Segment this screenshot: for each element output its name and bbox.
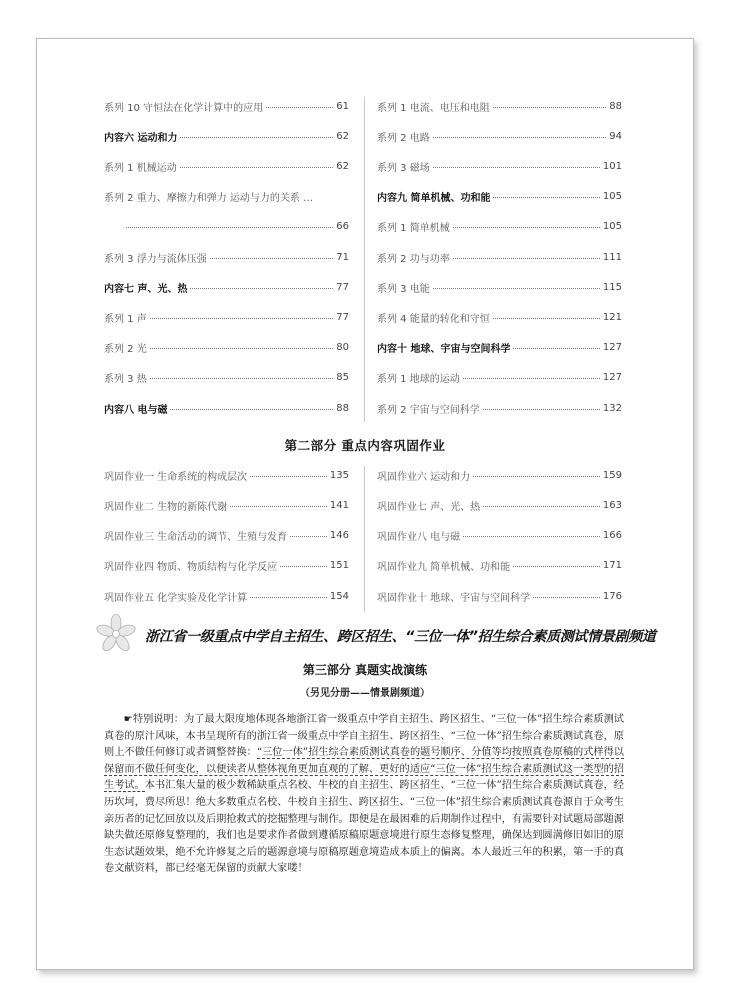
toc-entry-label: 系列 4 能量的转化和守恒 [377, 313, 490, 325]
toc-entry-page: 127 [602, 342, 622, 354]
note-underlined: “三位一体”招生综合素质测试真卷的题号顺序、分值等均按照真卷原稿的式样得以保留而不做任何变化，以便读者从整体视角更加直观的了解、更好的适应“三位一体”招生综合素质测试这一类型的招生考试。 [104, 747, 624, 792]
toc-entry-label: 系列 1 机械运动 [104, 162, 177, 174]
toc-entry-page: 85 [336, 372, 349, 384]
toc-entry-label: 系列 1 简单机械 [377, 223, 450, 235]
toc-entry-label: 内容七 声、光、热 [104, 283, 188, 295]
toc-leader-dots [433, 137, 607, 138]
toc-entry[interactable] [377, 369, 622, 387]
toc-leader-dots [290, 536, 327, 537]
toc-entry-page: 80 [336, 342, 349, 354]
toc-entry-label: 系列 2 光 [104, 344, 147, 356]
toc-entry-label: 系列 3 电能 [377, 283, 430, 295]
toc-entry-page: 88 [336, 402, 349, 414]
toc-entry-label: 巩固作业四 物质、物质结构与化学反应 [104, 562, 278, 574]
toc-leader-dots [493, 107, 607, 108]
toc-entry-page: 176 [602, 590, 622, 602]
toc-leader-dots [493, 197, 599, 198]
toc-entry[interactable] [104, 278, 349, 296]
toc-leader-dots [453, 227, 600, 228]
note-body: 本书汇集大量的极少数稀缺重点名校、牛校的自主招生、跨区招生、“三位一体”招生综合素质测试真卷，经历坎坷，费尽所思！绝大多数重点名校、牛校自主招生、跨区招生、“三位一体”招生综合素质测试真卷源自于众考生亲历者的记忆回放以及后期抢救式的挖掘整理与制作。即便是在最困难的后期制作过程中，有需要针对试题局部題源缺失做还原修复整理的，我们也是要求作者做到遵循原稿原题意境进行原生态修复整理，确保达到圆满修旧如旧的原生态试题效果，绝不允许修复之后的题源意境与原稿原题意境造成本质上的偏离。本人最近三年的积累，第一手的真卷文献资料，都已经毫无保留的贡献大家喽！ [104, 780, 624, 875]
toc-entry[interactable] [104, 557, 349, 575]
toc-entry-page: 171 [602, 560, 622, 572]
toc-entry[interactable] [104, 97, 349, 115]
toc-leader-dots [463, 378, 600, 379]
toc-entry-page: 163 [602, 499, 622, 511]
toc-leader-dots [513, 348, 599, 349]
toc-entry-page: 121 [602, 311, 622, 323]
toc-leader-dots [150, 348, 334, 349]
toc-entry-page: 101 [602, 160, 622, 172]
toc-leader-dots [463, 536, 600, 537]
toc-leader-dots [473, 476, 600, 477]
toc-entry-page: 94 [609, 130, 622, 142]
toc-entry-label: 巩固作业五 化学实验及化学计算 [104, 592, 248, 604]
toc-entry-label: 巩固作业三 生命活动的调节、生殖与发育 [104, 532, 288, 544]
toc-entry[interactable] [377, 496, 622, 514]
toc-entry[interactable] [377, 339, 622, 357]
toc-entry[interactable] [377, 587, 622, 605]
toc-entry[interactable] [104, 308, 349, 326]
toc-leader-dots [180, 137, 333, 138]
toc-entry-label: 巩固作业十 地球、宇宙与空间科学 [377, 592, 531, 604]
toc-entry[interactable] [377, 127, 622, 145]
toc-entry[interactable] [377, 466, 622, 484]
toc-entry-page: 105 [602, 221, 622, 233]
toc-leader-dots [180, 167, 334, 168]
toc-entry-page: 166 [602, 530, 622, 542]
toc-leader-dots [250, 597, 327, 598]
toc-entry-page: 151 [329, 560, 349, 572]
toc-entry-page: 115 [602, 281, 622, 293]
toc-leader-dots [250, 476, 327, 477]
toc-entry[interactable] [104, 248, 349, 266]
toc-entry-page: 146 [329, 530, 349, 542]
toc-entry-label: 系列 3 磁场 [377, 162, 430, 174]
toc-entry[interactable] [104, 339, 349, 357]
toc-entry-page: 62 [336, 130, 349, 142]
toc-entry[interactable] [377, 278, 622, 296]
toc-entry[interactable] [377, 157, 622, 175]
toc-leader-dots [210, 258, 334, 259]
toc-entry-page: 71 [336, 251, 349, 263]
toc-entry[interactable] [104, 496, 349, 514]
toc-entry[interactable] [104, 157, 349, 175]
toc-leader-dots [170, 409, 333, 410]
toc-leader-dots [483, 409, 600, 410]
toc-entry[interactable] [377, 188, 622, 206]
toc-entry-label: 系列 3 热 [104, 374, 147, 386]
toc-leader-dots [230, 506, 327, 507]
toc-entry-page: 132 [602, 402, 622, 414]
toc-leader-dots [433, 167, 600, 168]
toc-entry-label: 巩固作业九 简单机械、功和能 [377, 562, 511, 574]
toc-entry[interactable] [104, 369, 349, 387]
toc-entry[interactable] [104, 399, 349, 417]
toc-entry-label: 系列 10 守恒法在化学计算中的应用 [104, 102, 264, 114]
toc-leader-dots [493, 318, 600, 319]
toc-entry-label: 系列 1 声 [104, 313, 147, 325]
toc-leader-dots [433, 288, 600, 289]
toc-entry-label: 内容十 地球、宇宙与空间科学 [377, 344, 511, 356]
toc-entry-label: 系列 1 电流、电压和电阻 [377, 102, 490, 114]
toc-entry[interactable] [377, 399, 622, 417]
toc-entry-page: 66 [336, 221, 349, 233]
toc-entry-page: 135 [329, 469, 349, 481]
toc-entry[interactable] [377, 308, 622, 326]
flower-icon [96, 614, 136, 654]
special-note [104, 712, 624, 878]
toc-entry-label: 巩固作业六 运动和力 [377, 471, 471, 483]
toc-leader-dots [126, 227, 333, 228]
toc-entry[interactable] [104, 188, 349, 206]
toc-entry-page: 105 [602, 191, 622, 203]
toc-entry-page: 77 [336, 311, 349, 323]
toc-leader-dots [533, 597, 600, 598]
toc-leader-dots [453, 258, 600, 259]
note-intro: 特别说明：为了最大限度地体现各地浙江省一级重点中学自主招生、跨区招生、“三位一体”招生综合素质测试真卷的原汁风味，本书呈现所有的浙江省一级重点中学自主招生、跨区招生、“三位一体”招生综合素质测试真卷，原则上不做任何修订或者调整替换： [104, 714, 624, 759]
toc-entry-page: 62 [336, 160, 349, 172]
column-divider-2 [364, 466, 365, 612]
toc-leader-dots [483, 506, 600, 507]
banner-title: 浙江省一级重点中学自主招生、跨区招生、“三位一体”招生综合素质测试情景剧频道 [145, 629, 656, 645]
toc-entry[interactable] [104, 218, 349, 236]
toc-entry-page: 127 [602, 372, 622, 384]
part3-subtitle: （另见分册——情景剧频道） [300, 688, 430, 699]
toc-entry-page: 61 [336, 100, 349, 112]
toc-leader-dots [150, 318, 334, 319]
toc-entry-label: 系列 2 宇宙与空间科学 [377, 404, 480, 416]
toc-entry[interactable] [377, 557, 622, 575]
toc-entry-page: 111 [602, 251, 622, 263]
toc-entry-label: 系列 2 重力、摩擦力和弹力 运动与力的关系 … [104, 193, 314, 205]
toc-entry[interactable] [104, 587, 349, 605]
toc-leader-dots [190, 288, 333, 289]
toc-entry[interactable] [377, 218, 622, 236]
toc-entry-label: 系列 3 浮力与流体压强 [104, 253, 207, 265]
toc-entry-label: 系列 1 地球的运动 [377, 374, 460, 386]
toc-entry[interactable] [104, 527, 349, 545]
toc-entry[interactable] [377, 97, 622, 115]
toc-entry-label: 巩固作业二 生物的新陈代谢 [104, 501, 228, 513]
toc-entry-page: 154 [329, 590, 349, 602]
toc-entry-page: 159 [602, 469, 622, 481]
toc-leader-dots [280, 566, 327, 567]
toc-entry-page: 77 [336, 281, 349, 293]
toc-entry[interactable] [377, 527, 622, 545]
column-divider [364, 97, 365, 422]
toc-entry-label: 巩固作业七 声、光、热 [377, 501, 481, 513]
toc-entry-label: 系列 2 功与功率 [377, 253, 450, 265]
part3-title: 第三部分 真题实战演练 [302, 663, 428, 677]
toc-entry-label: 巩固作业一 生命系统的构成层次 [104, 471, 248, 483]
toc-leader-dots [266, 107, 333, 108]
toc-entry-page: 88 [609, 100, 622, 112]
toc-entry[interactable] [104, 466, 349, 484]
toc-entry-page: 141 [329, 499, 349, 511]
toc-entry-label: 巩固作业八 电与磁 [377, 532, 461, 544]
toc-leader-dots [150, 378, 334, 379]
pointing-hand-icon: ☛ [123, 714, 133, 725]
toc-entry-label: 内容六 运动和力 [104, 132, 178, 144]
toc-entry[interactable] [377, 248, 622, 266]
part2-title: 第二部分 重点内容巩固作业 [284, 438, 446, 453]
toc-entry[interactable] [104, 127, 349, 145]
toc-entry-label: 内容八 电与磁 [104, 404, 168, 416]
toc-leader-dots [513, 566, 600, 567]
toc-entry-label: 系列 2 电路 [377, 132, 430, 144]
toc-entry-label: 内容九 简单机械、功和能 [377, 193, 491, 205]
